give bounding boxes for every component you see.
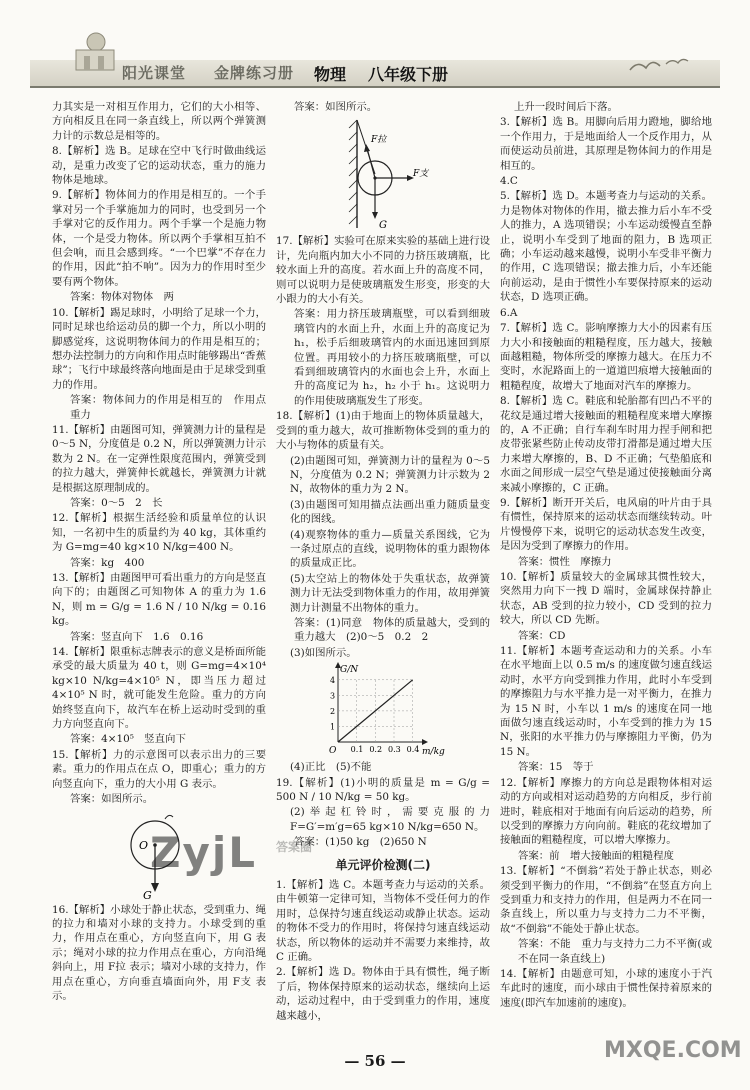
answer-line: 答案：如图所示。 xyxy=(294,101,378,113)
paragraph: (4)观察物体的重力—质量关系图线，它为一条过原点的直线，说明物体的重力跟物体的质量成正比。 xyxy=(290,528,490,570)
answer-line: 答案：(1)同意 物体的质量越大，受到的重力越大 (2)0～5 0.2 2 xyxy=(294,616,490,644)
paragraph: 力其实是一对相互作用力，它们的大小相等、方向相反且在同一条直线上，所以两个弹簧测力计的示数总是相等的。 xyxy=(52,101,266,142)
answer-line: 答案：4×10⁵ 竖直向下 xyxy=(70,733,186,746)
paragraph: 17.【解析】实验可在原来实验的基础上进行设计，先向瓶内加大小不同的力挤压玻璃瓶，比较水面上升的高度。若水面上升的高度不同，则可以说明力是使玻璃瓶发生形变，形变的大小跟力的大小有关。 xyxy=(276,235,490,306)
header-brand: 阳光课堂 xyxy=(122,64,187,82)
column-middle xyxy=(276,100,490,1024)
origin-label: O xyxy=(329,746,337,757)
y-tick-label: 3 xyxy=(330,691,336,701)
column-right xyxy=(500,100,712,1011)
paragraph: 18.【解析】(1)由于地面上的物体质量越大，受到的重力越大，故可推断物体受到的重力的大小与物体的质量有关。 xyxy=(276,410,490,452)
paragraph: 上升一段时间后下落。 xyxy=(514,101,618,113)
paragraph: 16.【解析】小球处于静止状态，受到重力、绳的拉力和墙对小球的支持力。小球受到的重力，作用点在重心，方向竖直向下，用 G 表示；绳对小球的拉力作用点在重心，方向沿绳斜向上，用 F拉 表示；墙对小球的支持力，作用点在重心，方向垂直墙面向外，用 F支 表示。 xyxy=(52,903,266,1002)
paragraph: 13.【解析】“不倒翁”若处于静止状态，则必须受到平衡力的作用，“不倒翁”在竖直方向上受到重力和支持力的作用，但是两力不在同一条直线上，所以重力与支持力二力不平衡，故“不倒翁”不能处于静止状态。 xyxy=(500,865,712,935)
paragraph: (2)举起杠铃时，需要克服的力 F=G′=m′g=65 kg×10 N/kg=650 N。 xyxy=(290,806,490,833)
y-tick-label: 2 xyxy=(330,707,336,717)
gravity-mass-chart xyxy=(318,662,448,758)
x-tick-label: 0.1 xyxy=(350,745,364,755)
paragraph: 12.【解析】根据生活经验和质量单位的认识知，一名初中生的质量约为 40 kg，其体重约为 G=mg=40 kg×10 N/kg=400 N。 xyxy=(52,512,266,554)
page-header xyxy=(0,0,750,96)
x-tick-label: 0.4 xyxy=(406,745,420,755)
tension-label: F拉 xyxy=(371,135,387,146)
section-title: 单元评价检测(二) xyxy=(335,857,431,872)
paragraph: 10.【解析】踢足球时，小明给了足球一个力，同时足球也给运动员的脚一个力，所以小明的脚感觉疼，这说明物体间力的作用是相互的；想办法控制力的方向和作用点时能够踢出“香蕉球”；飞行中球最终落向地面是由于足球受到重力的作用。 xyxy=(52,306,266,391)
answer-line: 答案：(1)50 kg (2)650 N xyxy=(294,836,427,849)
answer-line: 答案：用力挤压玻璃瓶壁，可以看到细玻璃管内的水面上升，水面上升的高度记为 h₁，松手后细玻璃管内的水面迅速回到原位置。再用较小的力挤压玻璃瓶壁，可以看到细玻璃管内的水面也会上升，水面上升的高度记为 h₂，h₂ 小于 h₁。这说明力的作用使玻璃瓶发生了形变。 xyxy=(294,308,490,407)
gravity-label: G xyxy=(379,220,387,232)
header-series: 金牌练习册 xyxy=(214,64,295,82)
paragraph: (3)由题图可知用描点法画出重力随质量变化的图线。 xyxy=(290,498,490,526)
answer-line: 答案：竖直向下 1.6 0.16 xyxy=(70,630,204,643)
x-tick-label: 0.3 xyxy=(388,745,401,755)
answer-line: 答案：0～5 2 长 xyxy=(70,496,163,509)
paragraph: 11.【解析】本题考查运动和力的关系。小车在水平地面上以 0.5 m/s 的速度做匀速直线运动时，水平方向受到推力作用，此时小车受到的摩擦阻力与水平推力是一对平衡力，在推力为 15 N 时，小车以 1 m/s 的速度在同一地面做匀速直线运动时，小车受到的推力为 15 N，张阳的水平推力仍与摩擦阻力平衡，仍为 15 N。 xyxy=(500,645,712,758)
paragraph: 4.C xyxy=(500,175,518,188)
paragraph: 19.【解析】(1)小明的质量是 m = G/g = 500 N / 10 N/kg = 50 kg。 xyxy=(276,776,490,803)
paragraph: 12.【解析】摩擦力的方向总是跟物体相对运动的方向或相对运动趋势的方向相反，步行前进时，鞋底相对于地面有向后运动的趋势，所以受到的摩擦力方向向前。鞋底的花纹增加了接触面的粗糙程度，可以增大摩擦力。 xyxy=(500,776,712,847)
answer-line: 答案：CD xyxy=(518,629,566,642)
paragraph: 9.【解析】物体间力的作用是相互的。一个手掌对另一个手掌施加力的同时，也受到另一个手掌对它的反作用力。两个手掌一个是施力物体，一个是受力物体。所以两个手掌相互拍不但会响，而且会感到疼。“一个巴掌”不存在力的作用，因此“拍不响”。因为力的作用时至少要有两个物体。 xyxy=(52,189,266,288)
x-axis-label: m/kg xyxy=(422,747,445,758)
answer-line: 答案：物体对物体 两 xyxy=(70,291,174,304)
y-tick-label: 4 xyxy=(330,675,336,685)
watermark-corner: MXQE.COM xyxy=(604,1038,742,1063)
paragraph: 9.【解析】断开开关后，电风扇的叶片由于具有惯性，保持原来的运动状态而继续转动。叶片慢慢停下来，说明它的运动状态发生改变，是因为受到了摩擦力的作用。 xyxy=(500,496,712,553)
paragraph: (4)正比 (5)不能 xyxy=(290,761,372,774)
answer-line: 答案：15 等于 xyxy=(518,761,594,774)
paragraph: 6.A xyxy=(500,306,518,319)
answer-line: 答案：不能 重力与支持力二力不平衡(或不在同一条直线上) xyxy=(518,938,712,965)
x-axis-arrow xyxy=(422,739,428,745)
answer-line: 答案：惯性 摩擦力 xyxy=(518,555,612,568)
x-tick-label: 0.2 xyxy=(369,745,383,755)
paragraph: 7.【解析】选 C。影响摩擦力大小的因素有压力大小和接触面的粗糙程度，压力越大，接触面越粗糙，物体所受的摩擦力越大。在压力不变时，水泥路面上的一道道凹痕增大接触面的粗糙程度，故增大了地面对汽车的摩擦力。 xyxy=(500,322,712,392)
answer-line: 答案：物体间力的作用是相互的 作用点 重力 xyxy=(70,394,277,421)
paragraph: (5)太空站上的物体处于失重状态，故弹簧测力计无法受到物体重力的作用，故用弹簧测力计测量不出物体的重力。 xyxy=(290,572,490,614)
paragraph: 3.【解析】选 B。用脚向后用力蹬地，脚给地一个作用力，于是地面给人一个反作用力，从而使运动员前进，其原理是物体间力的作用是相互的。 xyxy=(500,116,712,172)
paragraph: 11.【解析】由题图可知，弹簧测力计的量程是 0～5 N，分度值是 0.2 N，所以弹簧测力计示数为 2 N。在一定弹性限度范围内，弹簧受到的拉力越大，弹簧伸长就越长，弹簧测力计就是根据这原理制成的。 xyxy=(52,423,266,494)
header-subject: 物理 xyxy=(314,65,347,84)
paragraph: 8.【解析】选 C。鞋底和轮胎都有凹凸不平的花纹是通过增大接触面的粗糙程度来增大摩擦的，A 不正确；自行车刹车时用力捏手闸和把皮带张紧些防止传动皮带打滑都是通过增大压力来增大摩擦的，B、D 不正确；气垫船底和水面之间形成一层空气垫是通过使接触面分离来减小摩擦的，C 正确。 xyxy=(500,395,712,494)
paragraph: 15.【解析】力的示意图可以表示出力的三要素。重力的作用点在点 O，即重心；重力的方向竖直向下，重力的大小用 G 表示。 xyxy=(52,748,266,790)
bird-icon xyxy=(622,52,692,80)
page-number: — 56 — xyxy=(344,1052,406,1070)
paragraph: 8.【解析】选 B。足球在空中飞行时做曲线运动，是重力改变了它的运动状态，重力的施力物体是地球。 xyxy=(52,145,266,187)
paragraph: (2)由题图可知，弹簧测力计的量程为 0～5 N，分度值为 0.2 N；弹簧测力计示数为 2 N，故物体的重力为 2 N。 xyxy=(290,454,490,496)
watermark-text: ZyjL xyxy=(150,828,257,877)
paragraph: 5.【解析】选 D。本题考查力与运动的关系。力是物体对物体的作用，撤去推力后小车不受人的推力，A 选项错误；小车运动缓慢直至静止，说明小车受到了地面的阻力，B 选项正确；小车运动越来越慢，说明小车受非平衡力的作用，C 选项错误；撤去推力后，小车还能向前运动，是由于惯性小车要保持原来的运动状态，D 选项正确。 xyxy=(500,190,712,304)
paragraph: (3)如图所示。 xyxy=(290,646,357,659)
support-force-label: F支 xyxy=(413,169,429,180)
paragraph: 1.【解析】选 C。本题考查力与运动的关系。由牛顿第一定律可知，当物体不受任何力的作用时，总保持匀速直线运动或静止状态。运动的物体不受力的作用时，将保持匀速直线运动状态，所以物体的运动并不需要力来维持，故 C 正确。 xyxy=(276,879,490,964)
answer-line: 答案：如图所示。 xyxy=(70,793,154,806)
ball-wall-figure xyxy=(333,116,433,232)
paragraph: 10.【解析】质量较大的金属球其惯性较大，突然用力向下一拽 D 端时，金属球保持静止状态，AB 受到的拉力较小，CD 受到的拉力较大，所以 CD 先断。 xyxy=(500,571,712,627)
point-o-label: O xyxy=(139,838,149,852)
paragraph: 14.【解析】限重标志牌表示的意义是桥面所能承受的最大质量为 40 t，则 G=mg=4×10⁴ kg×10 N/kg=4×10⁵ N，即当压力超过 4×10⁵ N 时，就可能发生危险。重力的方向始终竖直向下，故汽车在桥上运动时受到的重力方向竖直向下。 xyxy=(52,646,266,731)
header-grade: 八年级下册 xyxy=(368,65,449,84)
paragraph: 13.【解析】由题图甲可看出重力的方向是竖直向下的；由题图乙可知物体 A 的重力为 1.6 N，则 m = G/g = 1.6 N / 10 N/kg = 0.16 kg。 xyxy=(52,572,266,628)
answer-line: 答案：kg 400 xyxy=(70,556,145,569)
watermark-stamp: 答案圈 xyxy=(276,840,313,854)
answer-line: 答案：前 增大接触面的粗糙程度 xyxy=(518,849,674,862)
y-axis-label: G/N xyxy=(340,665,359,676)
sunshine-logo-icon xyxy=(62,28,122,74)
y-tick-label: 1 xyxy=(330,722,336,732)
paragraph: 2.【解析】选 D。物体由于具有惯性，绳子断了后，物体保持原来的运动状态，继续向上运动，运动过程中，由于受到重力的作用，速度越来越小， xyxy=(276,966,490,1022)
paragraph: 14.【解析】由题意可知，小球的速度小于汽车此时的速度，而小球由于惯性保持着原来的速度(即汽车加速前的速度)。 xyxy=(500,967,712,1009)
gravity-g-label: G xyxy=(143,888,152,901)
